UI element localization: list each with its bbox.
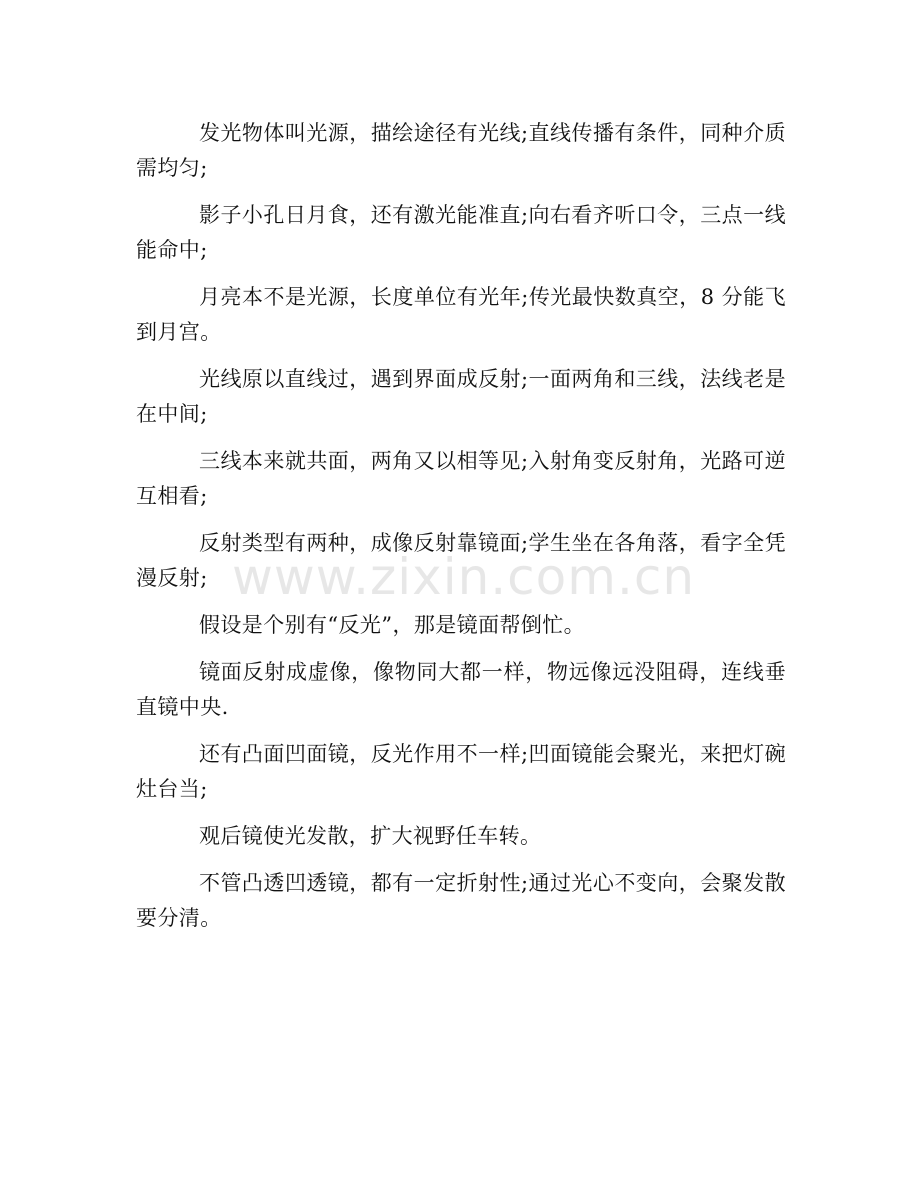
paragraph-1: 发光物体叫光源，描绘途径有光线;直线传播有条件，同种介质需均匀;	[136, 121, 786, 180]
paragraph-4: 光线原以直线过，遇到界面成反射;一面两角和三线，法线老是在中间;	[136, 367, 786, 426]
paragraph-9: 还有凸面凹面镜，反光作用不一样;凹面镜能会聚光，来把灯碗灶台当;	[136, 742, 786, 801]
paragraph-11: 不管凸透凹透镜，都有一定折射性;通过光心不变向，会聚发散要分清。	[136, 871, 786, 930]
paragraph-8: 镜面反射成虚像，像物同大都一样，物远像远没阻碍，连线垂直镜中央.	[136, 660, 786, 719]
paragraph-2: 影子小孔日月食，还有激光能准直;向右看齐听口令，三点一线能命中;	[136, 203, 786, 262]
paragraph-10: 观后镜使光发散，扩大视野任车转。	[199, 824, 542, 848]
paragraph-6: 反射类型有两种，成像反射靠镜面;学生坐在各角落，看字全凭漫反射;	[136, 531, 786, 590]
watermark: www.zixin.com.cn	[232, 548, 696, 606]
paragraph-5: 三线本来就共面，两角又以相等见;入射角变反射角，光路可逆互相看;	[136, 449, 786, 508]
document-body	[136, 116, 786, 948]
paragraph-3: 月亮本不是光源，长度单位有光年;传光最快数真空，8 分能飞到月宫。	[136, 285, 786, 344]
paragraph-7: 假设是个别有“反光”，那是镜面帮倒忙。	[199, 613, 586, 637]
